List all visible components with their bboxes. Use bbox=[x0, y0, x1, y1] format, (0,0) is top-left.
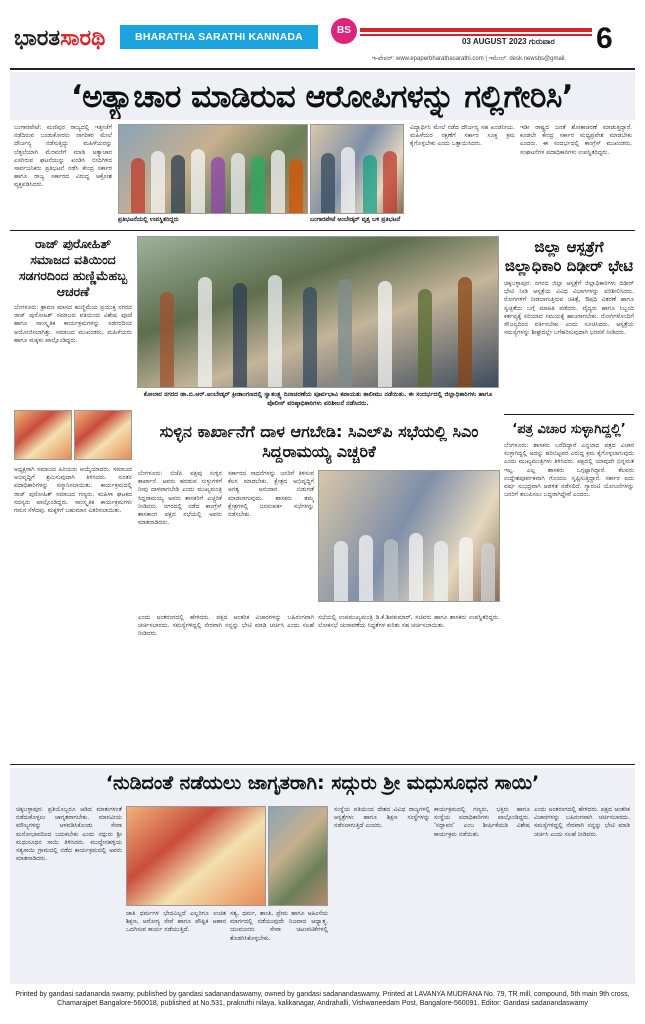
story2-headline: ರಾಜ್ ಪುರೋಹಿತ್ ಸಮಾಜದ ವತಿಯಿಂದ ಸಡಗರದಿಂದ ಹುಣ್ಣಿಮೆಹಬ್ಬ ಆಚರಣೆ bbox=[18, 236, 128, 299]
story6-col2: ಸರ್ಕಾರದ ಸಾಧನೆಗಳನ್ನು ಜನರಿಗೆ ತಿಳಿಸುವ ಕೆಲಸ ಮಾಡಬೇಕು. ಕ್ಷೇತ್ರದ ಅಭಿವೃದ್ಧಿಗೆ ಅಗತ್ಯ ಅನುದಾನ ಬಿಡುಗಡೆ ಮಾಡಲಾಗುವುದು. ಶಾಸಕರು ತಮ್ಮ ಕ್ಷೇತ್ರಗಳಲ್ಲಿ ಜನಸಂಪರ್ಕ ಸಭೆಗಳನ್ನು ನಡೆಸಬೇಕು. bbox=[228, 470, 314, 519]
story6-headline: ಸುಳ್ಳಿನ ಕಾರ್ಖಾನೆಗೆ ದಾಳ ಆಗಬೇಡಿ: ಸಿಎಲ್‌ಪಿ ಸಭೆಯಲ್ಲಿ ಸಿಎಂ ಸಿದ್ದರಾಮಯ್ಯ ಎಚ್ಚರಿಕೆ bbox=[159, 422, 479, 461]
divider bbox=[10, 230, 635, 231]
protest-photo-2 bbox=[310, 124, 404, 214]
story1-caption-2: ಬಂಗಾರಪೇಟೆ ಅಂಬೇಡ್ಕರ್ ವೃತ್ತ ಬಳಿ ಪ್ರತಿಭಟನೆ bbox=[310, 216, 401, 223]
contact-line: ಇ-ಪೇಪರ್: www.epaperbharathasarathi.com | ಇಮೇಲ್: desk.newsbs@gmail. bbox=[372, 56, 567, 62]
story1-col-right2: ಇಡೀ ರಾಷ್ಟ್ರದ ಜನತೆ ಶೋಕಾಚರಣೆ ಮಾಡುತ್ತಿದ್ದಾರೆ. ಕೂಡಲೇ ಕೇಂದ್ರ ಸರ್ಕಾರ ಮಧ್ಯಪ್ರವೇಶ ಮಾಡಬೇಕು ಎಂದರು. ಈ ಸಂದರ್ಭದಲ್ಲಿ ಕಾಂಗ್ರೆಸ್ ಮುಖಂಡರು, ಸಂಘಟನೆಗಳ ಪದಾಧಿಕಾರಿಗಳು ಉಪಸ್ಥಿತರಿದ್ದರು. bbox=[520, 124, 632, 156]
story7-col3: ಸತ್ಯ, ಧರ್ಮ, ಶಾಂತಿ, ಪ್ರೇಮ ಹಾಗೂ ಅಹಿಂಸೆಯ ಮಾರ್ಗದಲ್ಲಿ ನಡೆಯುವುದೇ ನಿಜವಾದ ಆಧ್ಯಾತ್ಮ. ಯುವಜನರು ಸೇವಾ ಚಟುವಟಿಕೆಗಳಲ್ಲಿ ತೊಡಗಿಸಿಕೊಳ್ಳಬೇಕು. bbox=[230, 910, 328, 942]
clp-meeting-photo bbox=[318, 470, 500, 602]
story6-col3: ಎಂದು ಅಂತರಂಗದಲ್ಲಿ ಹೇಳಿದರು. ಪಕ್ಷದ ಆಂತರಿಕ ವಿಚಾರಗಳನ್ನು ಬಹಿರಂಗವಾಗಿ ಚರ್ಚಿಸಬಾರದು. ಸಮಸ್ಯೆಗಳಿದ್ದಲ್ಲಿ ನೇರವಾಗಿ ನನ್ನನ್ನು ಭೇಟಿ ಮಾಡಿ ಚರ್ಚಿಸಿ ಎಂದು ಸಲಹೆ ನೀಡಿದರು. bbox=[138, 614, 314, 638]
festival-photo-2 bbox=[74, 410, 132, 460]
imprint-footer bbox=[10, 990, 635, 1008]
bs-logo-icon: BS bbox=[331, 18, 357, 44]
story2-body: ಬೆಂಗಳೂರು: ಶ್ರಾವಣ ಮಾಸದ ಹುಣ್ಣಿಮೆಯ ಪ್ರಯುಕ್ತ ನಗರದ ರಾಜ್ ಪುರೋಹಿತ್ ಸಮಾಜದ ವತಿಯಿಂದ ವಿಶೇಷ ಪೂಜೆ ಹಾಗೂ ಸಾಂಸ್ಕೃತಿಕ ಕಾರ್ಯಕ್ರಮಗಳನ್ನು ಸಡಗರದಿಂದ ಆಯೋಜಿಸಲಾಗಿತ್ತು. ಸಮಾಜದ ಮುಖಂಡರು, ಮಹಿಳೆಯರು ಹಾಗೂ ಮಕ್ಕಳು ಪಾಲ್ಗೊಂಡಿದ್ದರು. bbox=[14, 304, 132, 344]
parade-photo bbox=[137, 236, 499, 388]
newspaper-logo bbox=[14, 26, 105, 51]
ashram-photo-2 bbox=[268, 806, 328, 906]
top-divider bbox=[10, 68, 635, 70]
story6-col4: ಸಭೆಯಲ್ಲಿ ಉಪಮುಖ್ಯಮಂತ್ರಿ ಡಿ.ಕೆ.ಶಿವಕುಮಾರ್, ಸಚಿವರು ಹಾಗೂ ಶಾಸಕರು ಉಪಸ್ಥಿತರಿದ್ದರು. ಲೋಕಸಭೆ ಚುನಾವಣೆಯ ಸಿದ್ಧತೆಗಳ ಕುರಿತು ಸಹ ಚರ್ಚಿಸಲಾಯಿತು. bbox=[318, 614, 500, 630]
story4-headline: ಜಿಲ್ಲಾ ಆಸ್ಪತ್ರೆಗೆ ಜಿಲ್ಲಾಧಿಕಾರಿ ದಿಢೀರ್ ಭೇಟಿ bbox=[504, 238, 634, 275]
lead-headline: ‘ಅತ್ಯಾಚಾರ ಮಾಡಿರುವ ಆರೋಪಿಗಳನ್ನು ಗಲ್ಲಿಗೇರಿಸಿ’ bbox=[70, 79, 574, 115]
story1-col-right1: ವಿದ್ಯಾರ್ಥಿನಿ ಮೇಲೆ ನಡೆದ ದೌರ್ಜನ್ಯ ಸಹ ಖಂಡನೀಯ. ಮಹಿಳೆಯರ ರಕ್ಷಣೆಗೆ ಸರ್ಕಾರ ಸೂಕ್ತ ಕ್ರಮ ಕೈಗೊಳ್ಳಬೇಕು ಎಂದು ಒತ್ತಾಯಿಸಿದರು. bbox=[410, 124, 515, 148]
story4-body: ಚಿಕ್ಕಬಳ್ಳಾಪುರ: ನಗರದ ಜಿಲ್ಲಾ ಆಸ್ಪತ್ರೆಗೆ ಜಿಲ್ಲಾಧಿಕಾರಿಗಳು ದಿಢೀರ್ ಭೇಟಿ ನೀಡಿ ಆಸ್ಪತ್ರೆಯ ವಿವಿಧ ವಿಭಾಗಗಳನ್ನು ಪರಿಶೀಲಿಸಿದರು. ರೋಗಿಗಳಿಗೆ ನೀಡಲಾಗುತ್ತಿರುವ ಚಿಕಿತ್ಸೆ, ಔಷಧಿ ವಿತರಣೆ ಹಾಗೂ ಸ್ವಚ್ಛತೆಯ ಬಗ್ಗೆ ಮಾಹಿತಿ ಪಡೆದರು. ವೈದ್ಯರು ಹಾಗೂ ಸಿಬ್ಬಂದಿ ಕರ್ತವ್ಯಕ್ಕೆ ಸರಿಯಾದ ಸಮಯಕ್ಕೆ ಹಾಜರಾಗಬೇಕು. ರೋಗಿಗಳೊಂದಿಗೆ ಸೌಜನ್ಯದಿಂದ ವರ್ತಿಸಬೇಕು ಎಂದು ಸೂಚಿಸಿದರು. ಆಸ್ಪತ್ರೆಯ ಸಮಸ್ಯೆಗಳನ್ನು ಶೀಘ್ರದಲ್ಲೇ ಬಗೆಹರಿಸುವುದಾಗಿ ಭರವಸೆ ನೀಡಿದರು. bbox=[504, 280, 634, 337]
story6-col1: ಬೆಂಗಳೂರು: ಬಿಜೆಪಿ ಪಕ್ಷವು ಸುಳ್ಳಿನ ಕಾರ್ಖಾನೆ. ಅವರು ಹರಡುವ ಸುಳ್ಳುಗಳಿಗೆ ನೀವು ದಾಳವಾಗಬೇಡಿ ಎಂದು ಮುಖ್ಯಮಂತ್ರಿ ಸಿದ್ದರಾಮಯ್ಯ ಅವರು ಶಾಸಕರಿಗೆ ಎಚ್ಚರಿಕೆ ನೀಡಿದರು. ನಗರದಲ್ಲಿ ನಡೆದ ಕಾಂಗ್ರೆಸ್ ಶಾಸಕಾಂಗ ಪಕ್ಷದ ಸಭೆಯಲ್ಲಿ ಅವರು ಮಾತನಾಡಿದರು. bbox=[138, 470, 222, 527]
story7-headline: ‘ನುಡಿದಂತೆ ನಡೆಯಲು ಜಾಗೃತರಾಗಿ: ಸದ್ಗುರು ಶ್ರೀ ಮಧುಸೂಧನ ಸಾಯಿ’ bbox=[105, 772, 540, 794]
story7-col4: ಸಂಸ್ಥೆಯ ವತಿಯಿಂದ ದೇಶದ ವಿವಿಧ ರಾಜ್ಯಗಳಲ್ಲಿ ಆಸ್ಪತ್ರೆಗಳು ಹಾಗೂ ಶಿಕ್ಷಣ ಸಂಸ್ಥೆಗಳನ್ನು ನಡೆಸಲಾಗುತ್ತಿದೆ ಎಂದರು. bbox=[334, 806, 430, 830]
imprint-line1: Printed by gandasi sadananda swamy, published by gandasi sadanandaswamy, owned by gandasi sadanandaswamy. Printed at LAVANYA MUDRANA No. 79, TR mill, compound, 5th main 9th cross, bbox=[15, 991, 630, 998]
story7-col2: ಜಾತಿ ಧರ್ಮಗಳ ಭೇದವಿಲ್ಲದೆ ಎಲ್ಲರಿಗೂ ಉಚಿತ ಶಿಕ್ಷಣ, ಆರೋಗ್ಯ ಸೇವೆ ಹಾಗೂ ಪೌಷ್ಟಿಕ ಆಹಾರ ಒದಗಿಸುವ ಕಾರ್ಯ ನಡೆಯುತ್ತಿದೆ. bbox=[126, 910, 226, 934]
divider bbox=[504, 414, 634, 415]
story7-col6: ಎಂದು ಅಂತರಂಗದಲ್ಲಿ ಹೇಳಿದರು. ಪಕ್ಷದ ಆಂತರಿಕ ವಿಚಾರಗಳನ್ನು ಬಹಿರಂಗವಾಗಿ ಚರ್ಚಿಸಬಾರದು. ಸಮಸ್ಯೆಗಳಿದ್ದಲ್ಲಿ ನೇರವಾಗಿ ನನ್ನನ್ನು ಭೇಟಿ ಮಾಡಿ ಚರ್ಚಿಸಿ ಎಂದು ಸಲಹೆ ನೀಡಿದರು. bbox=[534, 806, 630, 838]
story7-col1: ಚಿಕ್ಕಬಳ್ಳಾಪುರ: ಪ್ರತಿಯೊಬ್ಬರೂ ಆಡಿದ ಮಾತುಗಳಂತೆ ನಡೆದುಕೊಳ್ಳಲು ಜಾಗೃತರಾಗಬೇಕು. ಮಾನವೀಯ ಮೌಲ್ಯಗಳನ್ನು ಅಳವಡಿಸಿಕೊಂಡು ಸೇವಾ ಮನೋಭಾವದಿಂದ ಬದುಕಬೇಕು ಎಂದು ಸದ್ಗುರು ಶ್ರೀ ಮಧುಸೂಧನ ಸಾಯಿ ತಿಳಿಸಿದರು. ಮುದ್ದೇನಹಳ್ಳಿಯ ಸತ್ಯಸಾಯಿ ಗ್ರಾಮದಲ್ಲಿ ನಡೆದ ಕಾರ್ಯಕ್ರಮದಲ್ಲಿ ಅವರು ಮಾತನಾಡಿದರು. bbox=[16, 806, 122, 863]
festival-photo-1 bbox=[14, 410, 72, 460]
parade-caption: ಕೋಲಾರ ನಗರದ ಡಾ.ಬಿ.ಆರ್.ಅಂಬೇಡ್ಕರ್ ಕ್ರೀಡಾಂಗಣದಲ್ಲಿ ಸ್ವಾತಂತ್ರ್ಯ ದಿನಾಚರಣೆಯ ಪೂರ್ವಭಾವಿ ಕವಾಯತು ತಾಲೀಮು ನಡೆಯಿತು. ಈ ಸಂದರ್ಭದಲ್ಲಿ ಜಿಲ್ಲಾಧಿಕಾರಿಗಳು ಹಾಗೂ ಪೊಲೀಸ್ ವರಿಷ್ಠಾಧಿಕಾರಿಗಳು ಪರಿಶೀಲನೆ ನಡೆಸಿದರು. bbox=[143, 391, 493, 407]
masthead-tagline: BHARATHA SARATHI KANNADA DAILY bbox=[120, 25, 318, 49]
divider bbox=[10, 764, 635, 765]
logo-part2: ಸಾರಥಿ bbox=[60, 26, 106, 51]
logo-part1: ಭಾರತ bbox=[14, 26, 61, 51]
masthead-rule bbox=[360, 28, 592, 32]
page-number: 6 bbox=[596, 22, 613, 55]
story1-col-left: ಬಂಗಾರಪೇಟೆ: ಮಣಿಪುರ ರಾಜ್ಯದಲ್ಲಿ ಇತ್ತೀಚೆಗೆ ನಡೆದಿರುವ ಬಂಡುಕೋರರು ನಾಗರಿಕರ ಮೇಲೆ ದೌರ್ಜನ್ಯ ನಡೆಸುತ್ತಿದ್ದು ಮಹಿಳೆಯರನ್ನು ಬೆತ್ತಲೆಯಾಗಿ ಮೆರವಣಿಗೆ ಮಾಡಿ ಅತ್ಯಾಚಾರ ಎಸಗಿರುವ ಘಟನೆಯನ್ನು ಖಂಡಿಸಿ ಬೀದಿಗಿಳಿದ ಸಾರ್ವಜನಿಕರು ಪ್ರತಿಭಟನೆ ನಡೆಸಿ ಕೇಂದ್ರ ಸರ್ಕಾರ ಹಾಗೂ ರಾಜ್ಯ ಸರ್ಕಾರದ ವಿರುದ್ಧ ಆಕ್ರೋಶ ವ್ಯಕ್ತಪಡಿಸಿದರು. bbox=[14, 124, 112, 189]
story5-body: ಬೆಂಗಳೂರು: ಶಾಸಕರು ಬರೆದಿದ್ದಾರೆ ಎನ್ನಲಾದ ಪತ್ರದ ವಿಚಾರ ಸುಳ್ಳಾಗಿದ್ದಲ್ಲಿ ಅದನ್ನು ಹರಿಬಿಟ್ಟವರ ವಿರುದ್ಧ ಕ್ರಮ ಕೈಗೊಳ್ಳಲಾಗುವುದು ಎಂದು ಮುಖ್ಯಮಂತ್ರಿಗಳು ತಿಳಿಸಿದರು. ಪಕ್ಷದಲ್ಲಿ ಯಾವುದೇ ಭಿನ್ನಮತ ಇಲ್ಲ. ಎಲ್ಲ ಶಾಸಕರು ಒಗ್ಗಟ್ಟಾಗಿದ್ದಾರೆ. ಕೆಲವರು ಉದ್ದೇಶಪೂರ್ವಕವಾಗಿ ಗೊಂದಲ ಸೃಷ್ಟಿಸುತ್ತಿದ್ದಾರೆ. ಸರ್ಕಾರ ಐದು ವರ್ಷ ಸುಭದ್ರವಾಗಿ ಆಡಳಿತ ನಡೆಸಲಿದೆ. ಗ್ಯಾರಂಟಿ ಯೋಜನೆಗಳನ್ನು ಜನರಿಗೆ ತಲುಪಿಸಲು ಬದ್ಧರಾಗಿದ್ದೇವೆ ಎಂದರು. bbox=[504, 442, 634, 499]
masthead-rule-thin bbox=[360, 34, 592, 36]
story5-headline: ‘ಪತ್ರ ವಿಚಾರ ಸುಳ್ಳಾಗಿದ್ದಲ್ಲಿ’ bbox=[512, 422, 626, 437]
story2-continued: ಅಧ್ಯಕ್ಷರಾಗಿ ಸಮಾಜದ ಹಿರಿಯರು ಆಯ್ಕೆಯಾದರು. ಸಮಾಜದ ಅಭಿವೃದ್ಧಿಗೆ ಶ್ರಮಿಸುವುದಾಗಿ ತಿಳಿಸಿದರು. ನೂತನ ಪದಾಧಿಕಾರಿಗಳನ್ನು ಸನ್ಮಾನಿಸಲಾಯಿತು. ಕಾರ್ಯಕ್ರಮದಲ್ಲಿ ರಾಜ್ ಪುರೋಹಿತ್ ಸಮಾಜದ ಗಣ್ಯರು, ಮಹಿಳಾ ಘಟಕದ ಸದಸ್ಯರು ಪಾಲ್ಗೊಂಡಿದ್ದರು. ಸಾಂಸ್ಕೃತಿಕ ಕಾರ್ಯಕ್ರಮಗಳು ಗಮನ ಸೆಳೆದವು. ಮಕ್ಕಳಿಗೆ ಬಹುಮಾನ ವಿತರಿಸಲಾಯಿತು. bbox=[14, 466, 132, 515]
issue-date: 03 AUGUST 2023 ಗುರುವಾರ bbox=[462, 37, 555, 46]
imprint-line2: Chamarajpet Bangalore-560018, published at No.531, prakruthi nilaya, kalikanagar, Andrahalli, Vishwaneedam Post, Bangalore-560091. Editor: Gandasi sadanandaswamy bbox=[57, 1000, 588, 1007]
story7-col5: ಕಾರ್ಯಕ್ರಮದಲ್ಲಿ ಗಣ್ಯರು, ಭಕ್ತರು ಹಾಗೂ ಸಂಸ್ಥೆಯ ಪದಾಧಿಕಾರಿಗಳು ಪಾಲ್ಗೊಂಡಿದ್ದರು. ‘ಸದ್ಭಾವನ’ ಎಂಬ ಶೀರ್ಷಿಕೆಯಡಿ ವಿಶೇಷ ಕಾರ್ಯಕ್ರಮ ನಡೆಯಿತು. bbox=[434, 806, 530, 838]
ashram-photo-1 bbox=[126, 806, 266, 906]
protest-photo-1 bbox=[118, 124, 308, 214]
story1-caption-1: ಪ್ರತಿಭಟನೆಯಲ್ಲಿ ಉಪಸ್ಥಿತರಿದ್ದರು bbox=[118, 216, 179, 223]
